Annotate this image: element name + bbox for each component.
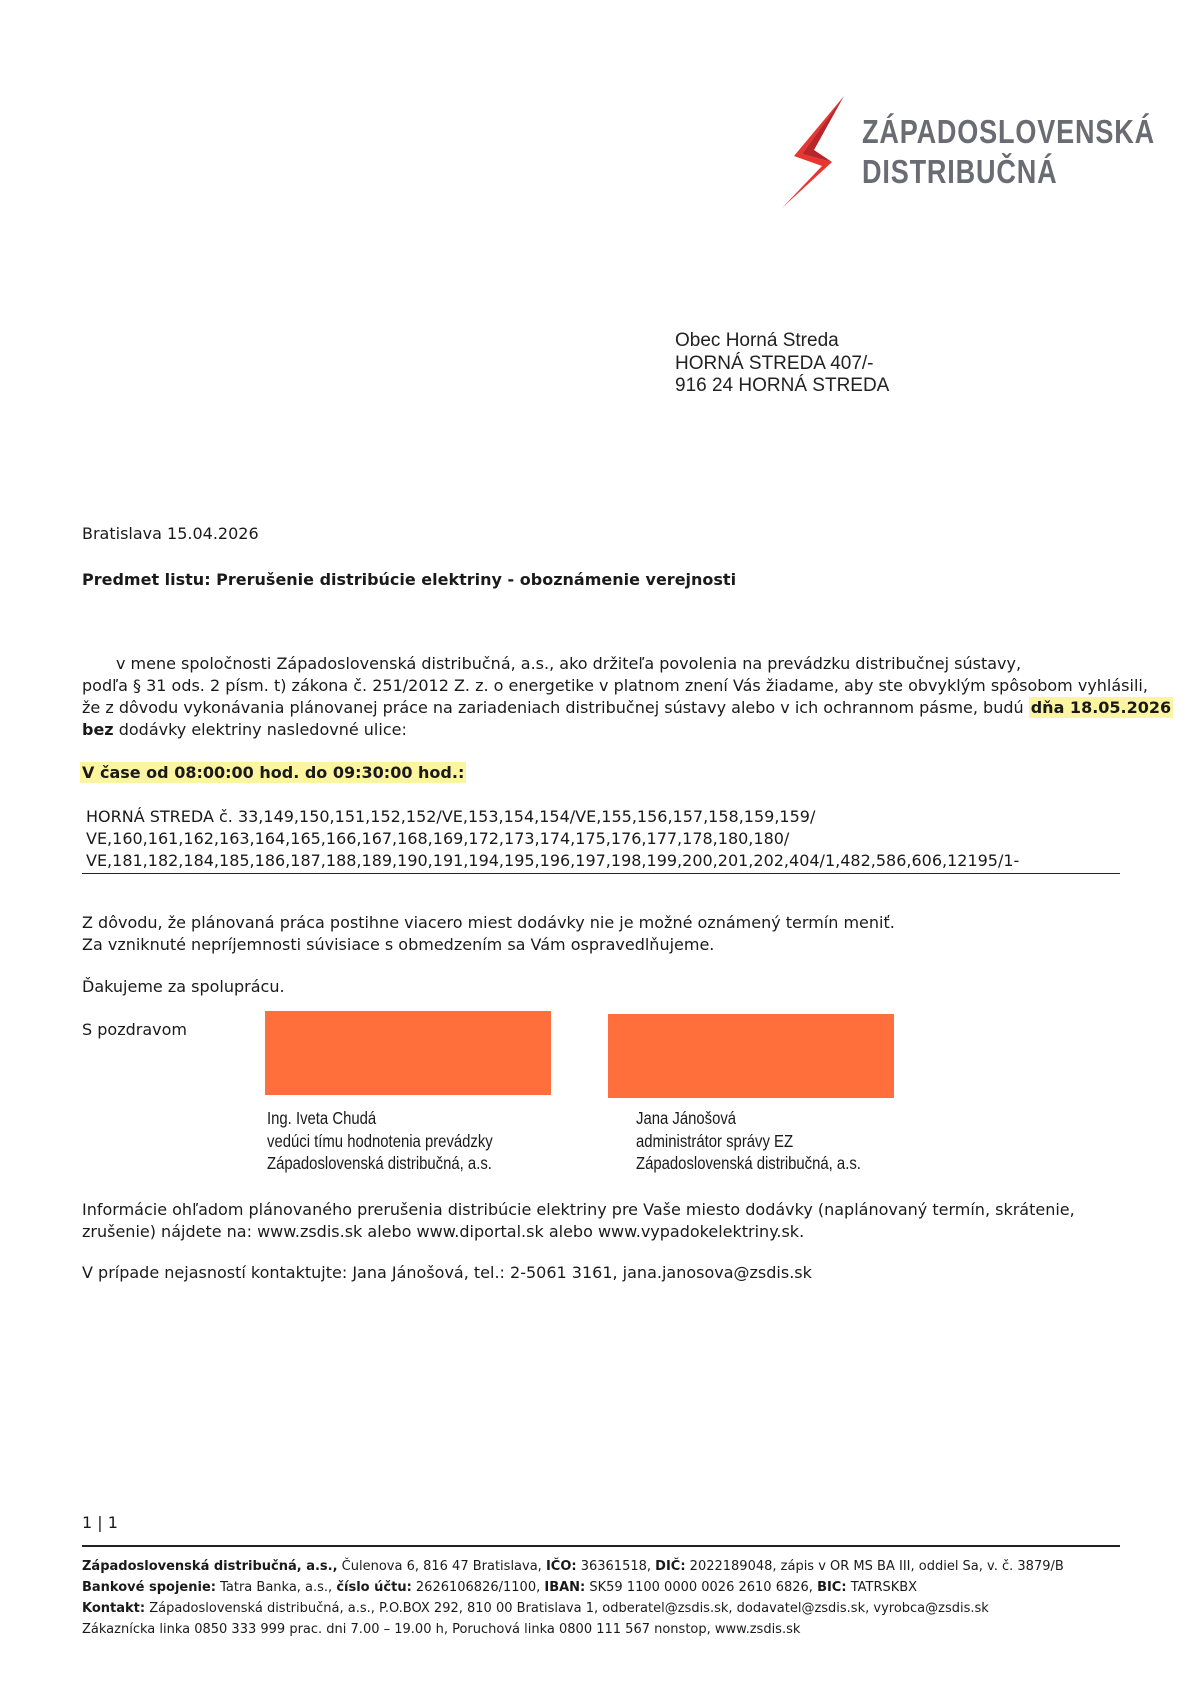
signature-redacted-2 bbox=[608, 1014, 894, 1098]
footer-ico-value: 36361518, bbox=[576, 1559, 656, 1574]
footer-iban-value: SK59 1100 0000 0026 2610 6826, bbox=[585, 1580, 818, 1595]
footer-line1 bbox=[82, 1556, 1064, 1577]
paragraph-line4 bbox=[82, 719, 407, 741]
lightning-bolt-icon bbox=[780, 96, 870, 208]
streets-line3: VE,181,182,184,185,186,187,188,189,190,191,194,195,196,197,198,199,200,201,202,404/1,482,586,606,12195/1- bbox=[86, 851, 1020, 870]
footer-line2 bbox=[82, 1577, 1064, 1598]
thanks-line: Ďakujeme za spoluprácu. bbox=[82, 977, 285, 996]
footer-address: Čulenova 6, 816 47 Bratislava, bbox=[337, 1559, 546, 1574]
paragraph-line2-text: podľa § 31 ods. 2 písm. t) zákona č. 251/2012 Z. z. o energetike v platnom znení Vás žiadame, aby ste obvyklým spôsobom vyhlásili, bbox=[82, 676, 1148, 695]
footer-contact-label: Kontakt: bbox=[82, 1601, 146, 1616]
reason-line2: Za vzniknuté nepríjemnosti súvisiace s obmedzením sa Vám ospravedlňujeme. bbox=[82, 935, 715, 954]
regards-line: S pozdravom bbox=[82, 1020, 187, 1039]
outage-date: dňa 18.05.2026 bbox=[1030, 698, 1172, 717]
outage-time-text: V čase od 08:00:00 hod. do 09:30:00 hod.: bbox=[82, 763, 465, 782]
footer-contact-value: Západoslovenská distribučná, a.s., P.O.BOX 292, 810 00 Bratislava 1, odberatel@zsdis.sk, dodavatel@zsdis.sk, vyrobca@zsdis.sk bbox=[145, 1601, 989, 1616]
signatory-2-company: Západoslovenská distribučná, a.s. bbox=[636, 1153, 861, 1173]
info-line2: zrušenie) nájdete na: www.zsdis.sk alebo www.diportal.sk alebo www.vypadokelektriny.sk. bbox=[82, 1222, 805, 1241]
footer-divider bbox=[82, 1545, 1120, 1547]
recipient-address bbox=[675, 330, 889, 398]
signature-redacted-1 bbox=[265, 1011, 551, 1095]
streets-divider bbox=[82, 873, 1120, 874]
signatory-1-name: Ing. Iveta Chudá bbox=[267, 1108, 377, 1128]
footer-bank-value: Tatra Banka, a.s., bbox=[215, 1580, 337, 1595]
footer-dic-label: DIČ: bbox=[655, 1559, 686, 1574]
paragraph-line4-bold: bez bbox=[82, 720, 114, 739]
paragraph-line3 bbox=[82, 697, 1173, 719]
recipient-line3: 916 24 HORNÁ STREDA bbox=[675, 375, 890, 396]
footer-company: Západoslovenská distribučná, a.s., bbox=[82, 1559, 338, 1574]
outage-time bbox=[80, 762, 466, 784]
footer bbox=[82, 1556, 1064, 1640]
footer-bic-value: TATRSKBX bbox=[846, 1580, 918, 1595]
signatory-2-name: Jana Jánošová bbox=[636, 1108, 737, 1128]
recipient-line1: Obec Horná Streda bbox=[675, 330, 839, 351]
footer-bic-label: BIC: bbox=[817, 1580, 847, 1595]
recipient-line2: HORNÁ STREDA 407/- bbox=[675, 352, 874, 374]
signatory-1-company: Západoslovenská distribučná, a.s. bbox=[267, 1153, 492, 1173]
footer-iban-label: IBAN: bbox=[544, 1580, 586, 1595]
signatory-1-role: vedúci tímu hodnotenia prevádzky bbox=[267, 1130, 493, 1151]
company-logo bbox=[780, 96, 870, 208]
footer-line3 bbox=[82, 1598, 1064, 1619]
footer-account-value: 2626106826/1100, bbox=[411, 1580, 545, 1595]
contact-line: V prípade nejasností kontaktujte: Jana Jánošová, tel.: 2-5061 3161, jana.janosova@zsdis.sk bbox=[82, 1263, 812, 1282]
footer-account-label: číslo účtu: bbox=[336, 1580, 412, 1595]
subject-line: Predmet listu: Prerušenie distribúcie elektriny - oboznámenie verejnosti bbox=[82, 570, 737, 589]
paragraph-line4-text: dodávky elektriny nasledovné ulice: bbox=[113, 720, 407, 739]
company-name bbox=[862, 112, 1155, 192]
company-name-line1: ZÁPADOSLOVENSKÁ bbox=[862, 113, 1155, 150]
footer-dic-value: 2022189048, zápis v OR MS BA III, oddiel Sa, v. č. 3879/B bbox=[685, 1559, 1064, 1574]
signatory-2-role: administrátor správy EZ bbox=[636, 1130, 794, 1151]
streets-line2: VE,160,161,162,163,164,165,166,167,168,169,172,173,174,175,176,177,178,180,180/ bbox=[86, 829, 790, 848]
signatory-2 bbox=[636, 1107, 861, 1175]
footer-line4: Zákaznícka linka 0850 333 999 prac. dni 7.00 – 19.00 h, Poruchová linka 0800 111 567 nonstop, www.zsdis.sk bbox=[82, 1622, 801, 1637]
info-line1: Informácie ohľadom plánovaného prerušenia distribúcie elektriny pre Vaše miesto dodávky (naplánovaný termín, skrátenie, bbox=[82, 1200, 1075, 1219]
footer-ico-label: IČO: bbox=[545, 1559, 577, 1574]
company-name-line2: DISTRIBUČNÁ bbox=[862, 153, 1058, 190]
page-number: 1 | 1 bbox=[82, 1513, 118, 1532]
streets-line1: HORNÁ STREDA č. 33,149,150,151,152,152/VE,153,154,154/VE,155,156,157,158,159,159/ bbox=[86, 807, 816, 826]
reason-line1: Z dôvodu, že plánovaná práca postihne viacero miest dodávky nie je možné oznámený termín meniť. bbox=[82, 913, 895, 932]
date-line: Bratislava 15.04.2026 bbox=[82, 524, 259, 543]
paragraph-line2 bbox=[82, 675, 1148, 697]
paragraph-line1: v mene spoločnosti Západoslovenská distribučná, a.s., ako držiteľa povolenia na prevádzku distribučnej sústavy, bbox=[116, 654, 1022, 673]
signatory-1 bbox=[267, 1107, 493, 1175]
footer-bank-label: Bankové spojenie: bbox=[82, 1580, 216, 1595]
paragraph-line3-text: že z dôvodu vykonávania plánovanej práce na zariadeniach distribučnej sústavy alebo v ich ochrannom pásme, budú bbox=[82, 698, 1029, 717]
